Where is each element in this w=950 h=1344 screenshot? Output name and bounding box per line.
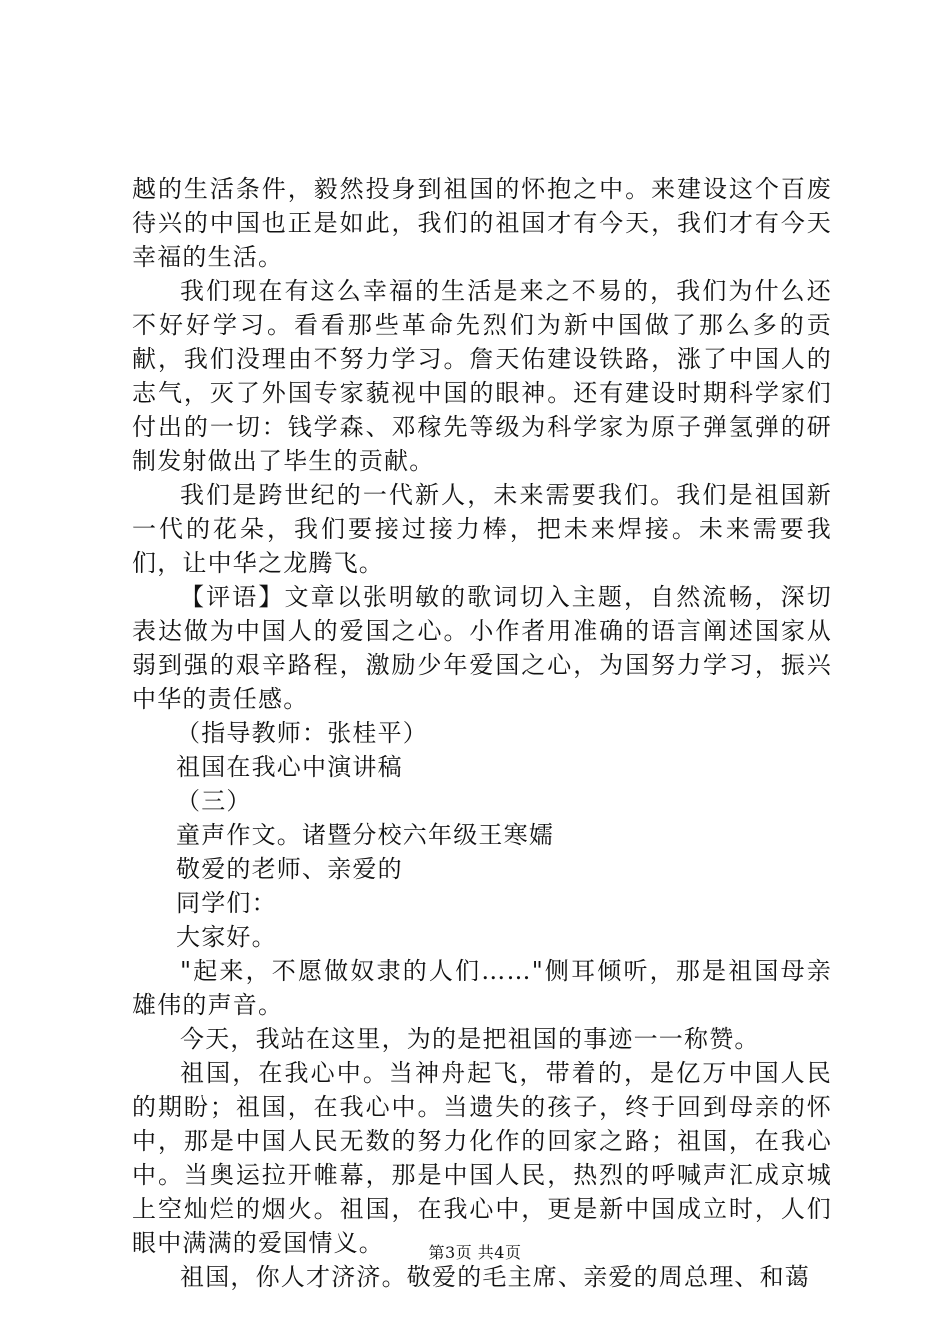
salutation-line: 敬爱的老师、亲爱的: [176, 855, 403, 883]
section-title: 祖国在我心中演讲稿: [176, 753, 403, 781]
document-body: [132, 172, 832, 1294]
paragraph: 今天，我站在这里，为的是把祖国的事迹一一称赞。: [180, 1025, 760, 1053]
paragraph: "起来，不愿做奴隶的人们……"侧耳倾听，那是祖国母亲雄伟的声音。: [132, 957, 832, 1019]
author-line: 童声作文。诸暨分校六年级王寒嬬: [176, 821, 554, 849]
greeting-line: 大家好。: [176, 923, 277, 951]
paragraph: 祖国，你人才济济。敬爱的毛主席、亲爱的周总理、和蔼: [180, 1263, 810, 1291]
page-number-label: 第3页 共4页: [428, 1243, 522, 1262]
paragraph: 祖国，在我心中。当神舟起飞，带着的，是亿万中国人民的期盼；祖国，在我心中。当遗失的孩子，终于回到母亲的怀中，那是中国人民无数的努力化作的回家之路；祖国，在我心中。当奥运拉开帷幕，那是中国人民，热烈的呼喊声汇成京城上空灿烂的烟火。祖国，在我心中，更是新中国成立时，人们眼中满满的爱国情义。: [132, 1059, 832, 1257]
paragraph: 我们现在有这么幸福的生活是来之不易的，我们为什么还不好好学习。看看那些革命先烈们为新中国做了那么多的贡献，我们没理由不努力学习。詹天佑建设铁路，涨了中国人的志气，灭了外国专家藐视中国的眼神。还有建设时期科学家们付出的一切：钱学森、邓稼先等级为科学家为原子弹氢弹的研制发射做出了毕生的贡献。: [132, 277, 832, 475]
page-footer: [0, 1243, 950, 1263]
paragraph-continuation: 越的生活条件，毅然投身到祖国的怀抱之中。来建设这个百废待兴的中国也正是如此，我们的祖国才有今天，我们才有今天幸福的生活。: [132, 175, 832, 271]
section-number: （三）: [176, 787, 252, 815]
teacher-credit: （指导教师：张桂平）: [176, 719, 428, 747]
paragraph: 我们是跨世纪的一代新人，未来需要我们。我们是祖国新一代的花朵，我们要接过接力棒，把未来焊接。未来需要我们，让中华之龙腾飞。: [132, 481, 832, 577]
comment-paragraph: 【评语】文章以张明敏的歌词切入主题，自然流畅，深切表达做为中国人的爱国之心。小作者用准确的语言阐述国家从弱到强的艰辛路程，激励少年爱国之心，为国努力学习，振兴中华的责任感。: [132, 583, 832, 713]
salutation-line: 同学们：: [176, 889, 277, 917]
